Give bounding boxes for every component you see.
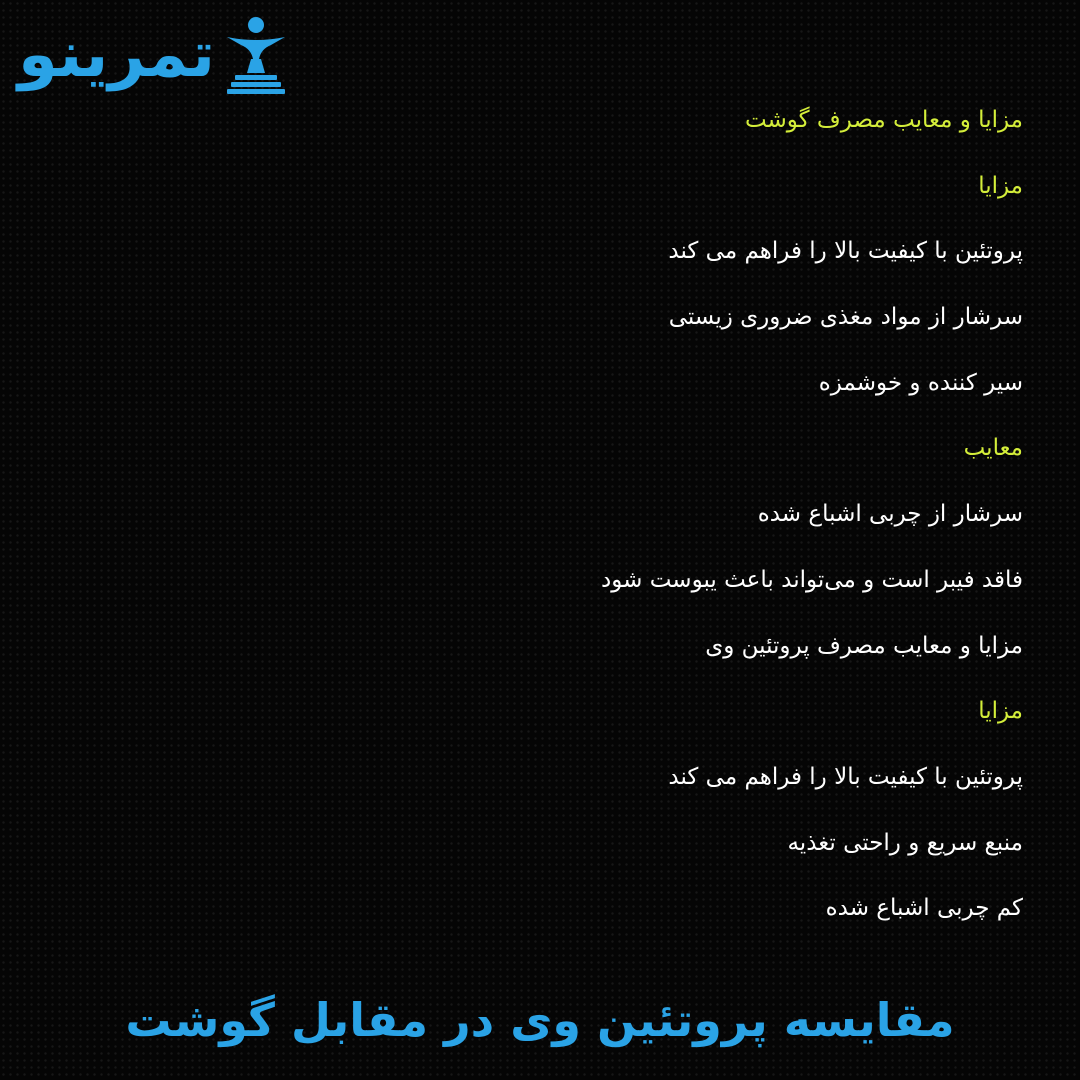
list-item: پروتئین با کیفیت بالا را فراهم می کند (668, 763, 1023, 790)
list-item: سرشار از چربی اشباع شده (757, 501, 1023, 528)
brand-name: تمرینو (18, 18, 216, 92)
trophy-person-icon (221, 13, 291, 97)
list-item: منبع سریع و راحتی تغذیه (787, 829, 1023, 856)
list-item: پروتئین با کیفیت بالا را فراهم می کند (668, 238, 1023, 265)
list-item: کم چربی اشباع شده (825, 895, 1023, 922)
list-item: فاقد فیبر است و می‌تواند باعث یبوست شود (601, 566, 1023, 593)
list-item: مزایا و معایب مصرف پروتئین وی (705, 632, 1023, 659)
section-heading: مزایا (978, 172, 1023, 199)
content-list (263, 88, 1023, 942)
footer-title: مقایسه پروتئین وی در مقابل گوشت (125, 993, 955, 1047)
section-heading: مزایا و معایب مصرف گوشت (744, 107, 1023, 133)
section-heading: معایب (963, 435, 1023, 462)
list-item: سیر کننده و خوشمزه (818, 369, 1023, 396)
list-item: سرشار از مواد مغذی ضروری زیستی (668, 304, 1023, 331)
brand-logo (18, 10, 438, 100)
section-heading: مزایا (978, 698, 1023, 725)
